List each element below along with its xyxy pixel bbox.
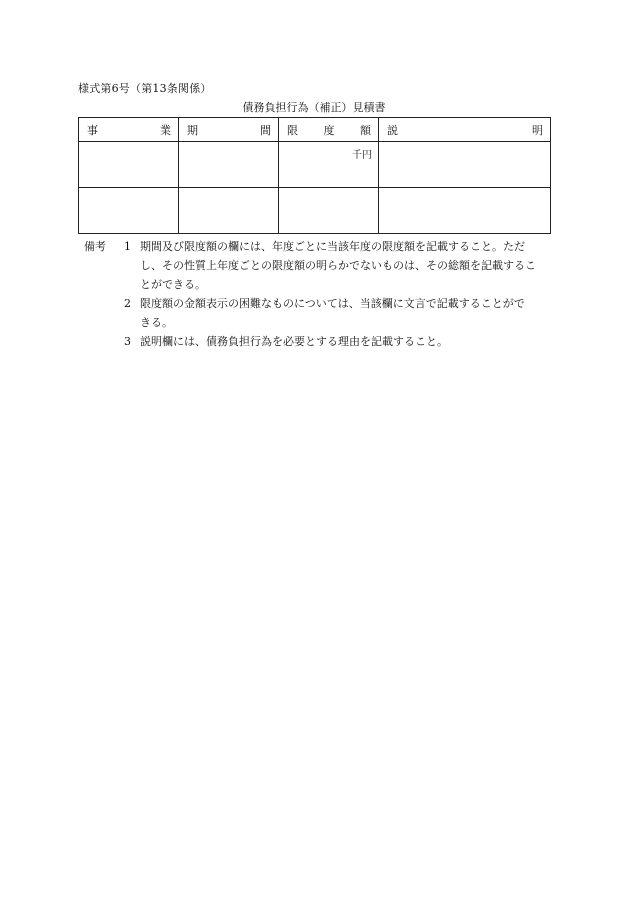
remark-text: し、その性質上年度ごとの限度額の明らかでないものは、その総額を記載するこ (140, 259, 536, 272)
table-row (79, 188, 551, 234)
remarks-section (84, 237, 554, 351)
header-char: 業 (160, 123, 171, 137)
header-char: 度 (323, 123, 335, 137)
header-period (179, 118, 279, 142)
document-title: 債務負担行為（補正）見積書 (242, 101, 386, 114)
remark-text: きる。 (140, 316, 173, 329)
remark-number: 2 (124, 297, 131, 310)
header-explanation (379, 118, 551, 142)
header-limit-amount (279, 118, 379, 142)
cell-explanation (379, 188, 551, 234)
header-char: 事 (87, 123, 98, 137)
header-char: 明 (532, 123, 543, 137)
remark-text: 説明欄には、債務負担行為を必要とする理由を記載すること。 (140, 335, 448, 348)
cell-project (79, 142, 179, 188)
unit-label: 千円 (352, 150, 372, 161)
remark-item (84, 294, 554, 313)
cell-limit-amount (279, 188, 379, 234)
remark-text: とができる。 (140, 278, 206, 291)
header-project (79, 118, 179, 142)
header-char: 期 (187, 123, 198, 137)
remark-text: 限度額の金額表示の困難なものについては、当該欄に文言で記載することがで (140, 297, 525, 310)
cell-period (179, 142, 279, 188)
remark-item (84, 332, 554, 351)
remark-number: 3 (124, 335, 131, 348)
estimate-table (78, 117, 551, 234)
remark-text: 期間及び限度額の欄には、年度ごとに当該年度の限度額を記載すること。ただ (140, 240, 525, 253)
table-header-row (79, 118, 551, 142)
cell-explanation (379, 142, 551, 188)
cell-limit-amount (279, 142, 379, 188)
remark-item (84, 237, 554, 256)
remarks-heading: 備考 (84, 240, 106, 253)
cell-project (79, 188, 179, 234)
form-number-label: 様式第6号（第13条関係） (78, 82, 212, 95)
table-row (79, 142, 551, 188)
remark-number: 1 (124, 240, 131, 253)
header-char: 額 (360, 123, 371, 137)
header-char: 説 (387, 123, 398, 137)
header-char: 限 (287, 123, 298, 137)
header-char: 間 (260, 123, 271, 137)
cell-period (179, 188, 279, 234)
